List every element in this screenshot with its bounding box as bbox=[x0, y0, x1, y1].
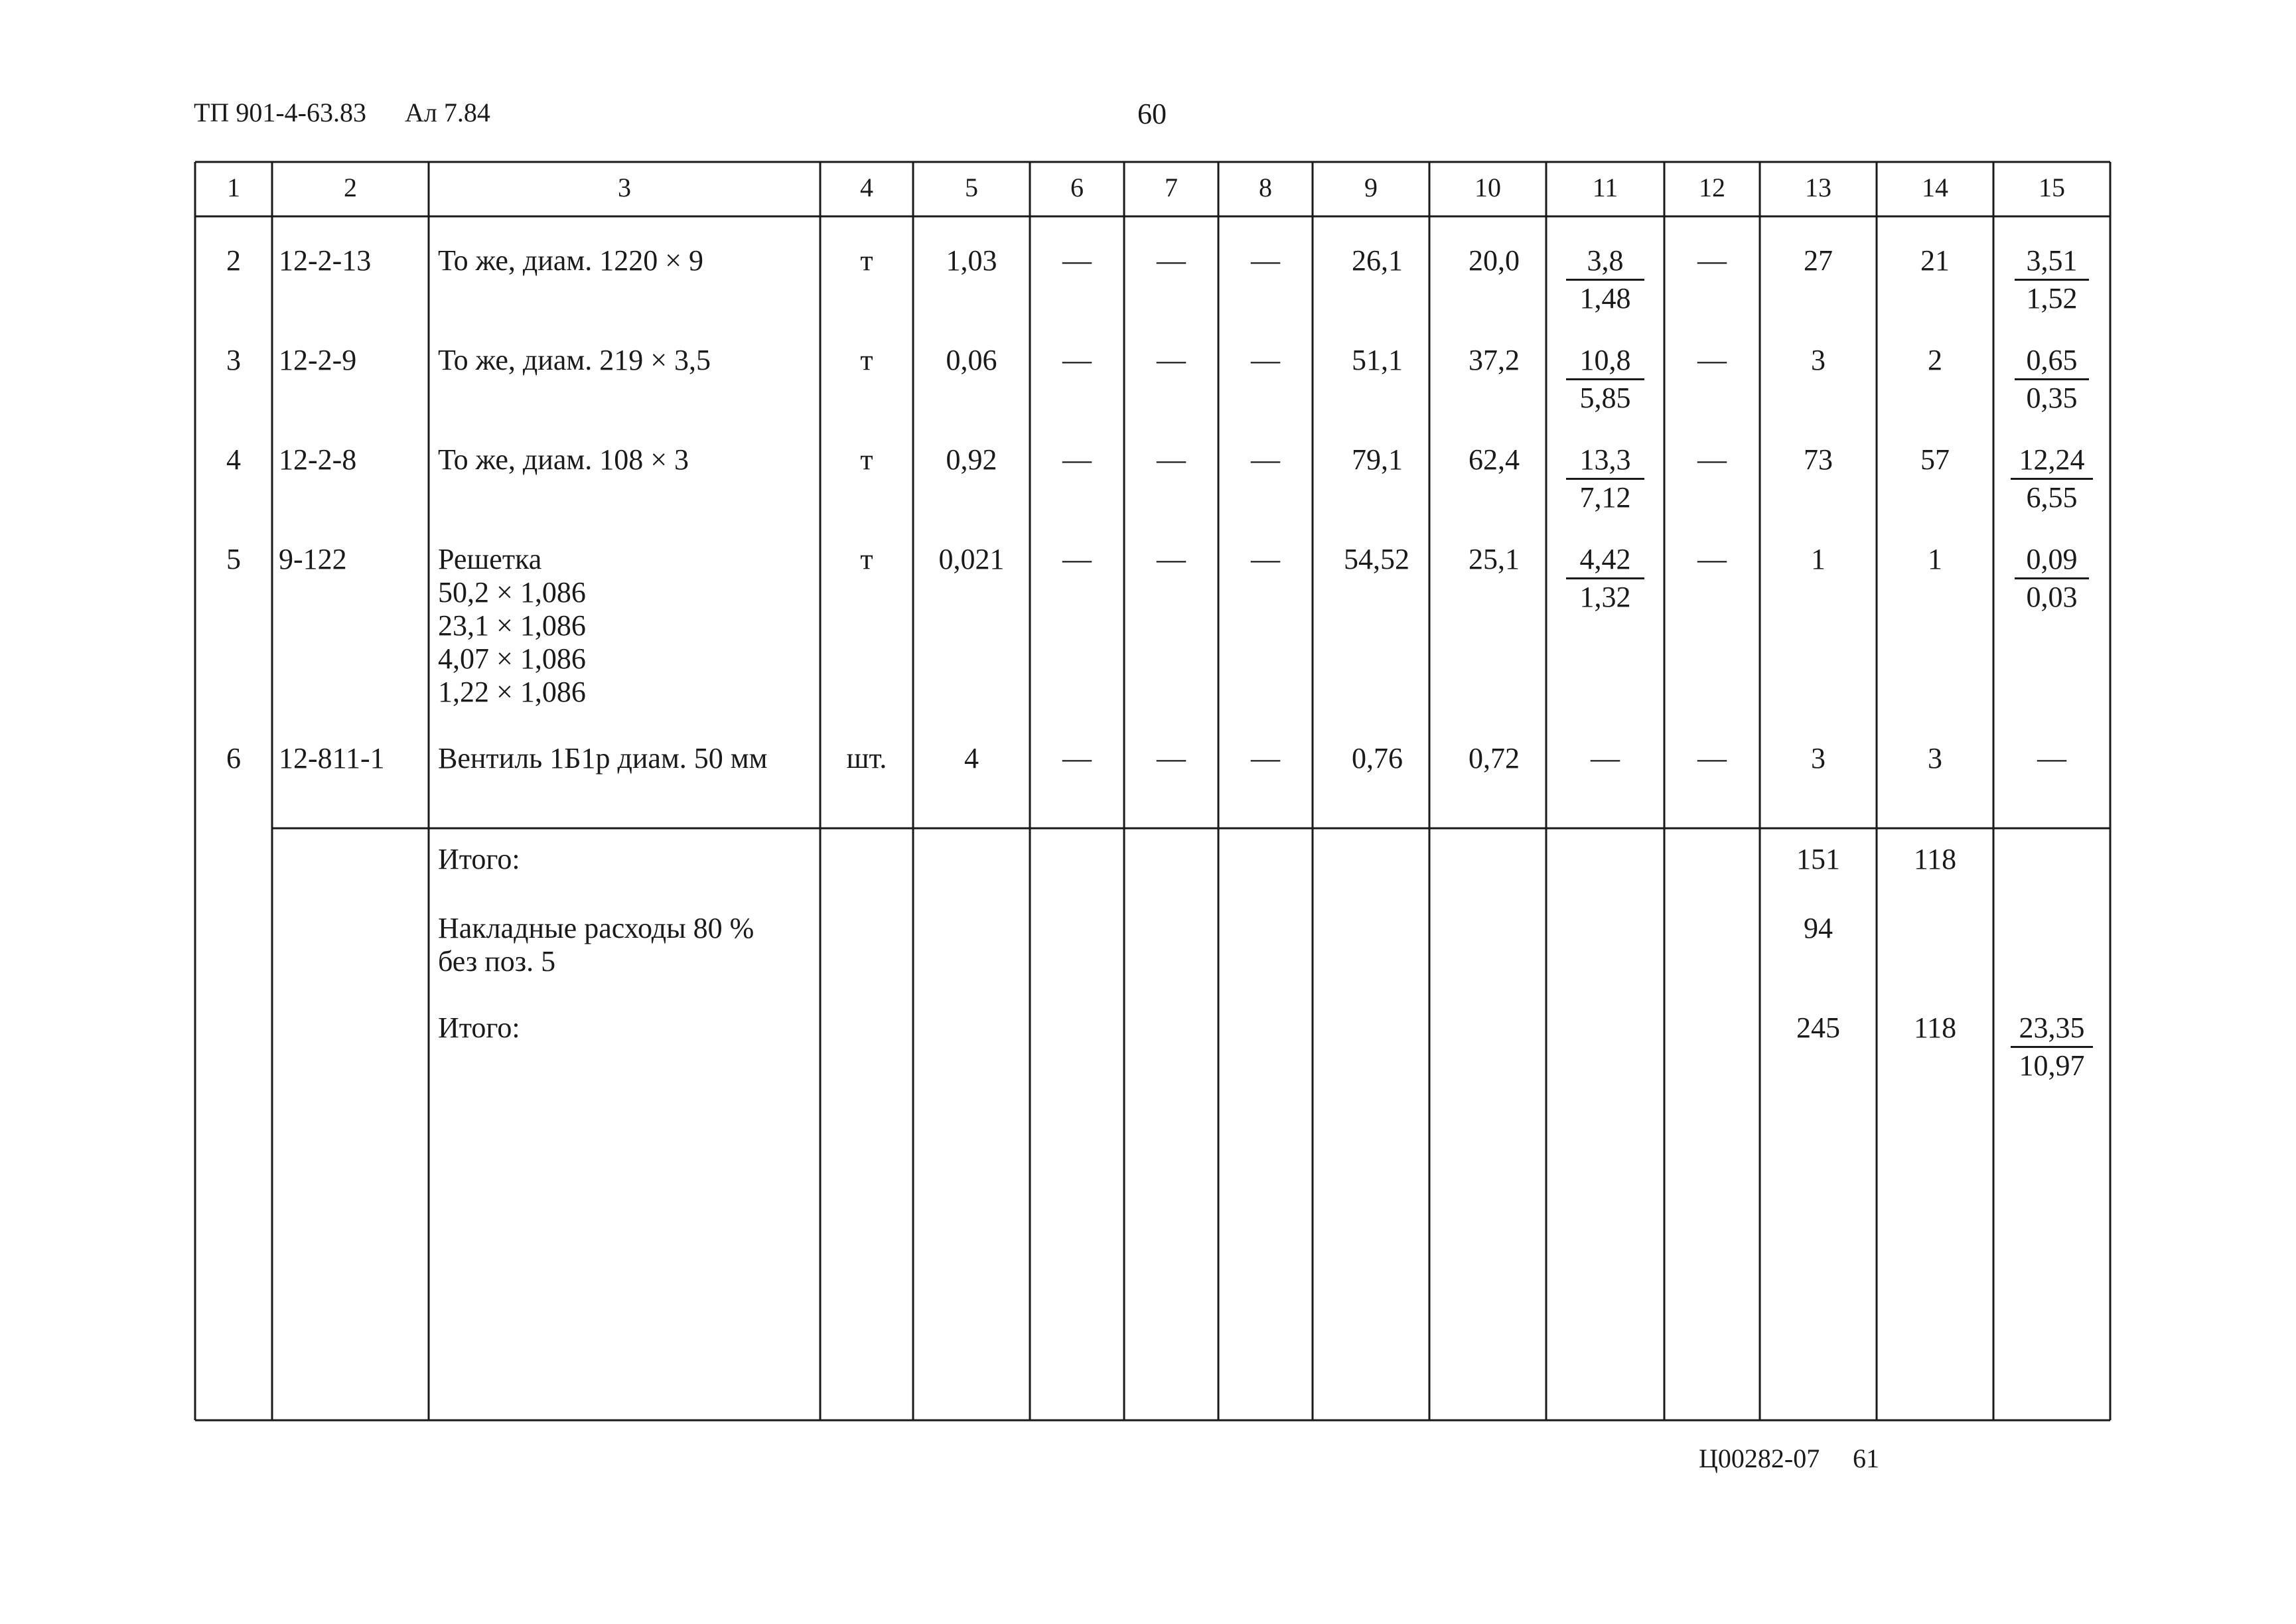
cell-dash: — bbox=[1697, 244, 1727, 277]
cell-dash: — bbox=[1697, 344, 1727, 376]
cell-dash: — bbox=[1157, 443, 1186, 476]
cell-col10: 0,72 bbox=[1469, 742, 1520, 775]
cell-code: 9-122 bbox=[279, 543, 347, 575]
cell-dash: — bbox=[2037, 742, 2066, 775]
cell-col15-fraction bbox=[2011, 443, 2093, 514]
cell-dash: — bbox=[1251, 543, 1280, 575]
total-col14: 118 bbox=[1913, 843, 1957, 875]
cell-col10: 25,1 bbox=[1469, 543, 1520, 575]
cell-dash: — bbox=[1062, 244, 1092, 277]
column-header: 9 bbox=[1364, 173, 1378, 202]
column-header: 14 bbox=[1922, 173, 1948, 202]
cell-col11-fraction bbox=[1566, 344, 1644, 415]
column-header: 2 bbox=[344, 173, 357, 202]
cell-quantity: 0,06 bbox=[946, 344, 997, 376]
column-header: 7 bbox=[1165, 173, 1178, 202]
fraction-denominator: 6,55 bbox=[2026, 481, 2078, 514]
cell-code: 12-2-8 bbox=[279, 443, 357, 476]
overhead-col13: 94 bbox=[1804, 912, 1833, 944]
grand-total-col14: 118 bbox=[1913, 1011, 1957, 1044]
column-header: 8 bbox=[1259, 173, 1272, 202]
cell-code: 12-2-9 bbox=[279, 344, 357, 376]
cell-col10: 37,2 bbox=[1469, 344, 1520, 376]
fraction-numerator: 3,8 bbox=[1566, 244, 1644, 281]
grand-total-col15-fraction bbox=[2011, 1011, 2093, 1082]
cell-quantity: 0,021 bbox=[938, 543, 1005, 575]
cell-dash: — bbox=[1062, 742, 1092, 775]
cell-dash: — bbox=[1591, 742, 1620, 775]
cell-position: 3 bbox=[226, 344, 241, 376]
fraction-numerator: 23,35 bbox=[2011, 1011, 2093, 1048]
cell-description: Решетка 50,2 × 1,086 23,1 × 1,086 4,07 × 1,086 1,22 × 1,086 bbox=[438, 543, 586, 708]
cell-dash: — bbox=[1251, 344, 1280, 376]
column-header: 11 bbox=[1592, 173, 1618, 202]
total-label: Итого: bbox=[438, 843, 520, 875]
cell-col13: 1 bbox=[1811, 543, 1826, 575]
cell-col10: 62,4 bbox=[1469, 443, 1520, 476]
cell-code: 12-811-1 bbox=[279, 742, 385, 775]
cell-description: То же, диам. 108 × 3 bbox=[438, 443, 689, 476]
column-header: 6 bbox=[1070, 173, 1084, 202]
fraction-numerator: 12,24 bbox=[2011, 443, 2093, 480]
fraction-denominator: 1,48 bbox=[1579, 282, 1631, 315]
cell-dash: — bbox=[1157, 543, 1186, 575]
cell-position: 6 bbox=[226, 742, 241, 775]
cell-col13: 3 bbox=[1811, 742, 1826, 775]
cell-col14: 57 bbox=[1920, 443, 1950, 476]
cell-dash: — bbox=[1697, 742, 1727, 775]
cell-position: 2 bbox=[226, 244, 241, 277]
cell-dash: — bbox=[1157, 742, 1186, 775]
cell-col14: 1 bbox=[1928, 543, 1942, 575]
cell-code: 12-2-13 bbox=[279, 244, 372, 277]
cell-dash: — bbox=[1062, 344, 1092, 376]
grand-total-label: Итого: bbox=[438, 1011, 520, 1044]
cell-position: 5 bbox=[226, 543, 241, 575]
grand-total-col13: 245 bbox=[1796, 1011, 1840, 1044]
total-col13: 151 bbox=[1796, 843, 1840, 875]
overhead-label: Накладные расходы 80 % без поз. 5 bbox=[438, 912, 754, 978]
cell-dash: — bbox=[1251, 244, 1280, 277]
footer-code: Ц00282-07 bbox=[1699, 1443, 1820, 1473]
cell-col13: 73 bbox=[1804, 443, 1833, 476]
fraction-numerator: 13,3 bbox=[1566, 443, 1644, 480]
cell-dash: — bbox=[1697, 543, 1727, 575]
cell-col9: 51,1 bbox=[1352, 344, 1403, 376]
fraction-denominator: 5,85 bbox=[1579, 382, 1631, 414]
column-header: 4 bbox=[860, 173, 873, 202]
fraction-denominator: 10,97 bbox=[2019, 1049, 2085, 1082]
cell-col9: 54,52 bbox=[1344, 543, 1409, 575]
cell-position: 4 bbox=[226, 443, 241, 476]
cell-col11-fraction bbox=[1566, 443, 1644, 514]
cell-col15-fraction bbox=[2015, 244, 2089, 315]
column-header: 13 bbox=[1805, 173, 1831, 202]
column-header: 12 bbox=[1699, 173, 1725, 202]
cell-dash: — bbox=[1157, 344, 1186, 376]
cell-quantity: 4 bbox=[964, 742, 979, 775]
document-code: ТП 901-4-63.83 bbox=[194, 98, 366, 127]
fraction-denominator: 1,52 bbox=[2026, 282, 2078, 315]
fraction-numerator: 0,65 bbox=[2015, 344, 2089, 380]
footer-number: 61 bbox=[1853, 1443, 1879, 1473]
column-header: 1 bbox=[227, 173, 240, 202]
fraction-numerator: 4,42 bbox=[1566, 543, 1644, 579]
cell-col15-fraction bbox=[2015, 344, 2089, 415]
cell-description: Вентиль 1Б1р диам. 50 мм bbox=[438, 742, 768, 775]
cell-dash: — bbox=[1062, 443, 1092, 476]
cell-col9: 26,1 bbox=[1352, 244, 1403, 277]
cell-dash: — bbox=[1251, 742, 1280, 775]
fraction-numerator: 3,51 bbox=[2015, 244, 2089, 281]
cell-col14: 2 bbox=[1928, 344, 1942, 376]
cell-col13: 27 bbox=[1804, 244, 1833, 277]
column-header: 10 bbox=[1474, 173, 1501, 202]
sheet-number: Ал 7.84 bbox=[405, 98, 490, 127]
page-number: 60 bbox=[1137, 98, 1167, 130]
cell-dash: — bbox=[1697, 443, 1727, 476]
cell-col14: 21 bbox=[1920, 244, 1950, 277]
cell-col11-fraction bbox=[1566, 244, 1644, 315]
cell-description: То же, диам. 1220 × 9 bbox=[438, 244, 704, 277]
fraction-denominator: 1,32 bbox=[1579, 581, 1631, 613]
fraction-numerator: 0,09 bbox=[2015, 543, 2089, 579]
fraction-denominator: 7,12 bbox=[1579, 481, 1631, 514]
cell-unit: т bbox=[860, 443, 873, 476]
cell-col13: 3 bbox=[1811, 344, 1826, 376]
cell-quantity: 0,92 bbox=[946, 443, 997, 476]
cell-description: То же, диам. 219 × 3,5 bbox=[438, 344, 711, 376]
cell-unit: т bbox=[860, 344, 873, 376]
cell-unit: т bbox=[860, 244, 873, 277]
column-header: 15 bbox=[2039, 173, 2065, 202]
fraction-denominator: 0,03 bbox=[2026, 581, 2078, 613]
column-header: 5 bbox=[965, 173, 978, 202]
cell-quantity: 1,03 bbox=[946, 244, 997, 277]
cell-col9: 0,76 bbox=[1352, 742, 1403, 775]
fraction-numerator: 10,8 bbox=[1566, 344, 1644, 380]
cell-dash: — bbox=[1251, 443, 1280, 476]
cell-col15-fraction bbox=[2015, 543, 2089, 614]
cell-dash: — bbox=[1062, 543, 1092, 575]
cell-col9: 79,1 bbox=[1352, 443, 1403, 476]
cell-dash: — bbox=[1157, 244, 1186, 277]
column-header: 3 bbox=[618, 173, 631, 202]
cell-col14: 3 bbox=[1928, 742, 1942, 775]
fraction-denominator: 0,35 bbox=[2026, 382, 2078, 414]
cell-col10: 20,0 bbox=[1469, 244, 1520, 277]
cell-unit: т bbox=[860, 543, 873, 575]
cell-col11-fraction bbox=[1566, 543, 1644, 614]
cell-unit: шт. bbox=[846, 742, 887, 775]
